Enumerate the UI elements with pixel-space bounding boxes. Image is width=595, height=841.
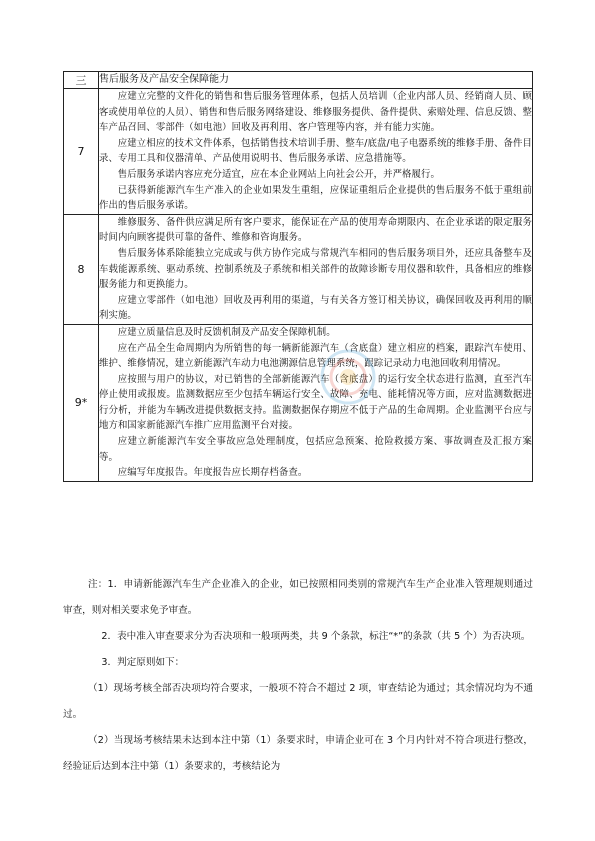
clause-paragraph: 售后服务承诺内容应充分适宜，应在本企业网站上向社会公开，并严格履行。 <box>117 168 440 180</box>
clause-paragraph: 应建立零部件（如电池）回收及再利用的渠道，与有关各方签订相关协议，确保回收及再利用的顺利实施。 <box>99 294 532 322</box>
table-row <box>64 214 533 324</box>
clause-paragraph: 应建立完整的文件化的销售和售后服务管理体系，包括人员培训（企业内部人员、经销商人员、顾客或使用单位的人员）、销售和售后服务网络建设、维修服务提供、备件提供、索赔处理、信息反馈、整车产品召回、零部件（如电池）回收及再利用、客户管理等内容，并有能力实施。 <box>99 91 532 134</box>
note-2: 2．表中准入审查要求分为否决项和一般项两类，共 9 个条款，标注“*”的条款（共 5 个）为否决项。 <box>101 631 531 642</box>
clause-paragraph: 售后服务体系除能独立完成或与供方协作完成与常规汽车相同的售后服务项目外，还应具备整车及车载能源系统、驱动系统、控制系统及子系统和相关部件的故障诊断专用仪器和软件，具备相应的维修服务能力和更换能力。 <box>99 247 532 291</box>
clause-paragraph: 应编写年度报告。年度报告应长期存档备查。 <box>117 467 308 479</box>
table-row <box>64 89 533 215</box>
note-criterion-1: （1）现场考核全部否决项均符合要求，一般项不符合不超过 2 项，审查结论为通过；其余情况均为不通过。 <box>63 683 533 720</box>
clause-content <box>99 324 533 481</box>
clause-paragraph: 应按照与用户的协议，对已销售的全部新能源汽车（含底盘）的运行安全状态进行监测，直至汽车停止使用或报废。监测数据应至少包括车辆运行安全、故障、充电、能耗情况等方面，应对监测数据进行分析，并能为车辆改进提供数据支持。监测数据保存期应不低于产品的生命周期。企业监测平台应与地方和国家新能源汽车推广应用监测平台对接。 <box>99 373 532 432</box>
clause-number: 8 <box>64 214 99 324</box>
clause-number: 9* <box>64 324 99 481</box>
clause-paragraph: 应建立新能源汽车安全事故应急处理制度，包括应急预案、抢险救援方案、事故调查及汇报方案等。 <box>99 436 532 463</box>
requirements-table <box>63 71 533 482</box>
table-row <box>64 324 533 481</box>
section-header-row <box>64 72 533 89</box>
clause-paragraph: 应建立质量信息及时反馈机制及产品安全保障机制。 <box>117 326 336 338</box>
clause-content <box>99 89 533 215</box>
clause-content <box>99 214 533 324</box>
note-3: 3．判定原则如下： <box>101 657 185 668</box>
note-1: 注：1．申请新能源汽车生产企业准入的企业，如已按照相同类别的常规汽车生产企业准入管理规则通过审查，则对相关要求免予审查。 <box>63 579 533 616</box>
section-title: 售后服务及产品安全保障能力 <box>99 72 533 89</box>
clause-paragraph: 应建立相应的技术文件体系，包括销售技术培训手册、整车/底盘/电子电器系统的维修手册、备件目录、专用工具和仪器清单、产品使用说明书、售后服务承诺、应急措施等。 <box>99 137 532 165</box>
clause-paragraph: 已获得新能源汽车生产准入的企业如果发生重组，应保证重组后企业提供的售后服务不低于重组前作出的售后服务承诺。 <box>99 184 532 212</box>
clause-number: 7 <box>64 89 99 215</box>
note-criterion-2: （2）当现场考核结果未达到本注中第（1）条要求时，申请企业可在 3 个月内针对不符合项进行整改，经验证后达到本注中第（1）条要求的，考核结论为 <box>63 735 533 772</box>
clause-paragraph: 应在产品全生命周期内为所销售的每一辆新能源汽车（含底盘）建立相应的档案，跟踪汽车使用、维护、维修情况，建立新能源汽车动力电池溯源信息管理系统，跟踪记录动力电池回收利用情况。 <box>99 342 532 370</box>
clause-paragraph: 维修服务、备件供应满足所有客户要求，能保证在产品的使用寿命期限内、在企业承诺的限定服务时间内向顾客提供可靠的备件、维修和咨询服务。 <box>99 216 532 244</box>
section-number: 三 <box>64 72 99 89</box>
notes-section <box>63 572 533 780</box>
